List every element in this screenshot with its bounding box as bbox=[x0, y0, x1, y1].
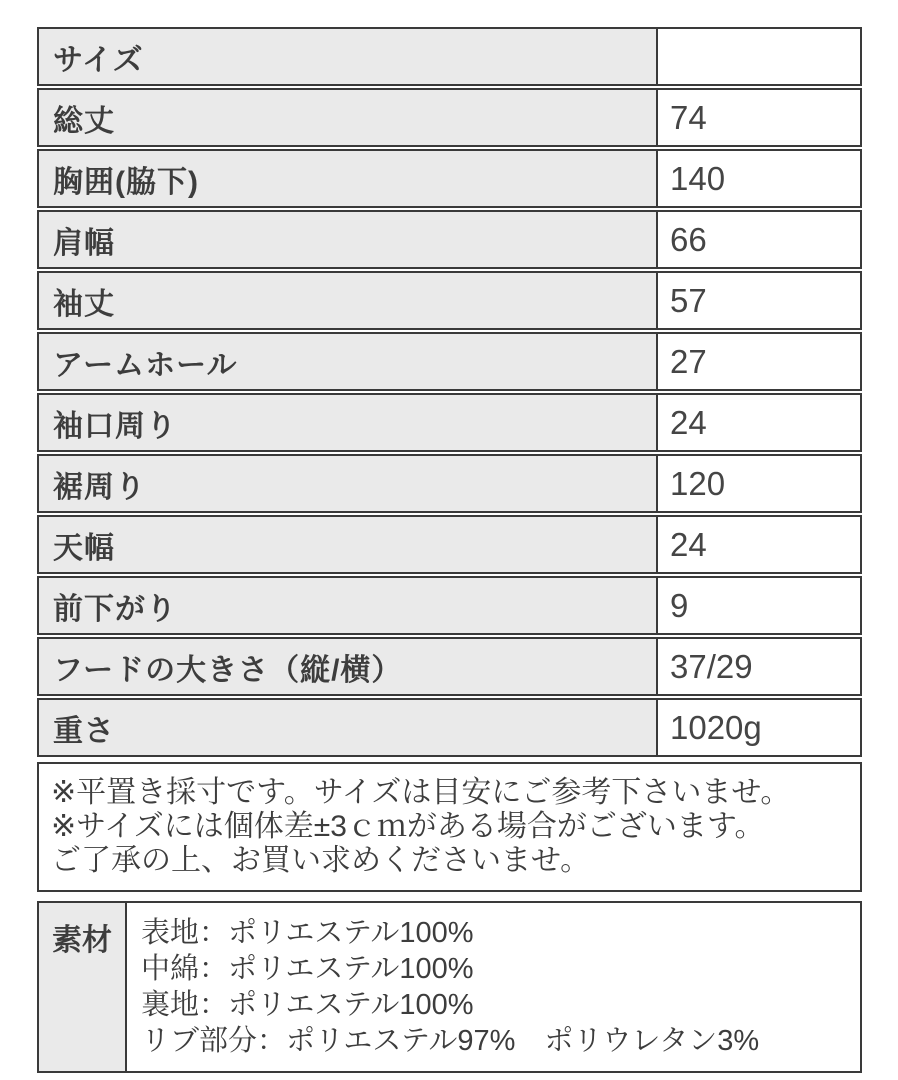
material-label: 素材 bbox=[39, 903, 127, 1071]
measurement-notes-box bbox=[37, 762, 862, 892]
note-line-acknowledge: ご了承の上、お買い求めくださいませ。 bbox=[51, 844, 591, 877]
row-label-shoulder-width: 肩幅 bbox=[39, 212, 658, 267]
row-label-hood-size: フードの大きさ（縦/横） bbox=[39, 639, 658, 694]
table-row bbox=[37, 332, 862, 391]
material-line-padding: 中綿：ポリエステル100% bbox=[141, 953, 474, 985]
row-value-top-width: 24 bbox=[658, 517, 860, 572]
row-value-weight: 1020g bbox=[658, 700, 860, 755]
material-line-outer: 表地：ポリエステル100% bbox=[141, 917, 474, 949]
row-value-armhole: 27 bbox=[658, 334, 860, 389]
material-box bbox=[37, 901, 862, 1073]
row-label-armhole: アームホール bbox=[39, 334, 658, 389]
table-row bbox=[37, 576, 862, 635]
row-label-total-length: 総丈 bbox=[39, 90, 658, 145]
row-label-top-width: 天幅 bbox=[39, 517, 658, 572]
row-label-chest: 胸囲(脇下) bbox=[39, 151, 658, 206]
row-value-hood-size: 37/29 bbox=[658, 639, 860, 694]
row-label-cuff: 袖口周り bbox=[39, 395, 658, 450]
table-row bbox=[37, 88, 862, 147]
row-label-sleeve-length: 袖丈 bbox=[39, 273, 658, 328]
row-value-sleeve-length: 57 bbox=[658, 273, 860, 328]
table-row bbox=[37, 210, 862, 269]
table-row bbox=[37, 637, 862, 696]
table-row bbox=[37, 393, 862, 452]
material-line-rib: リブ部分：ポリエステル97% ポリウレタン3% bbox=[141, 1025, 760, 1057]
size-spec-panel bbox=[37, 27, 862, 1073]
row-value-front-drop: 9 bbox=[658, 578, 860, 633]
row-value-cuff: 24 bbox=[658, 395, 860, 450]
table-row-size-header bbox=[37, 27, 862, 86]
row-label-size: サイズ bbox=[39, 29, 658, 84]
row-value-shoulder-width: 66 bbox=[658, 212, 860, 267]
row-label-front-drop: 前下がり bbox=[39, 578, 658, 633]
row-value-chest: 140 bbox=[658, 151, 860, 206]
table-row bbox=[37, 698, 862, 757]
row-value-size bbox=[658, 29, 860, 84]
material-line-lining: 裏地：ポリエステル100% bbox=[141, 989, 474, 1021]
table-row bbox=[37, 271, 862, 330]
row-label-weight: 重さ bbox=[39, 700, 658, 755]
table-row bbox=[37, 454, 862, 513]
note-line-tolerance: ※サイズには個体差±3ｃｍがある場合がございます。 bbox=[51, 810, 765, 843]
material-content bbox=[127, 903, 860, 1071]
row-value-hem: 120 bbox=[658, 456, 860, 511]
note-line-flat-measurement: ※平置き採寸です。サイズは目安にご参考下さいませ。 bbox=[51, 776, 791, 809]
table-row bbox=[37, 149, 862, 208]
row-value-total-length: 74 bbox=[658, 90, 860, 145]
table-row bbox=[37, 515, 862, 574]
row-label-hem: 裾周り bbox=[39, 456, 658, 511]
